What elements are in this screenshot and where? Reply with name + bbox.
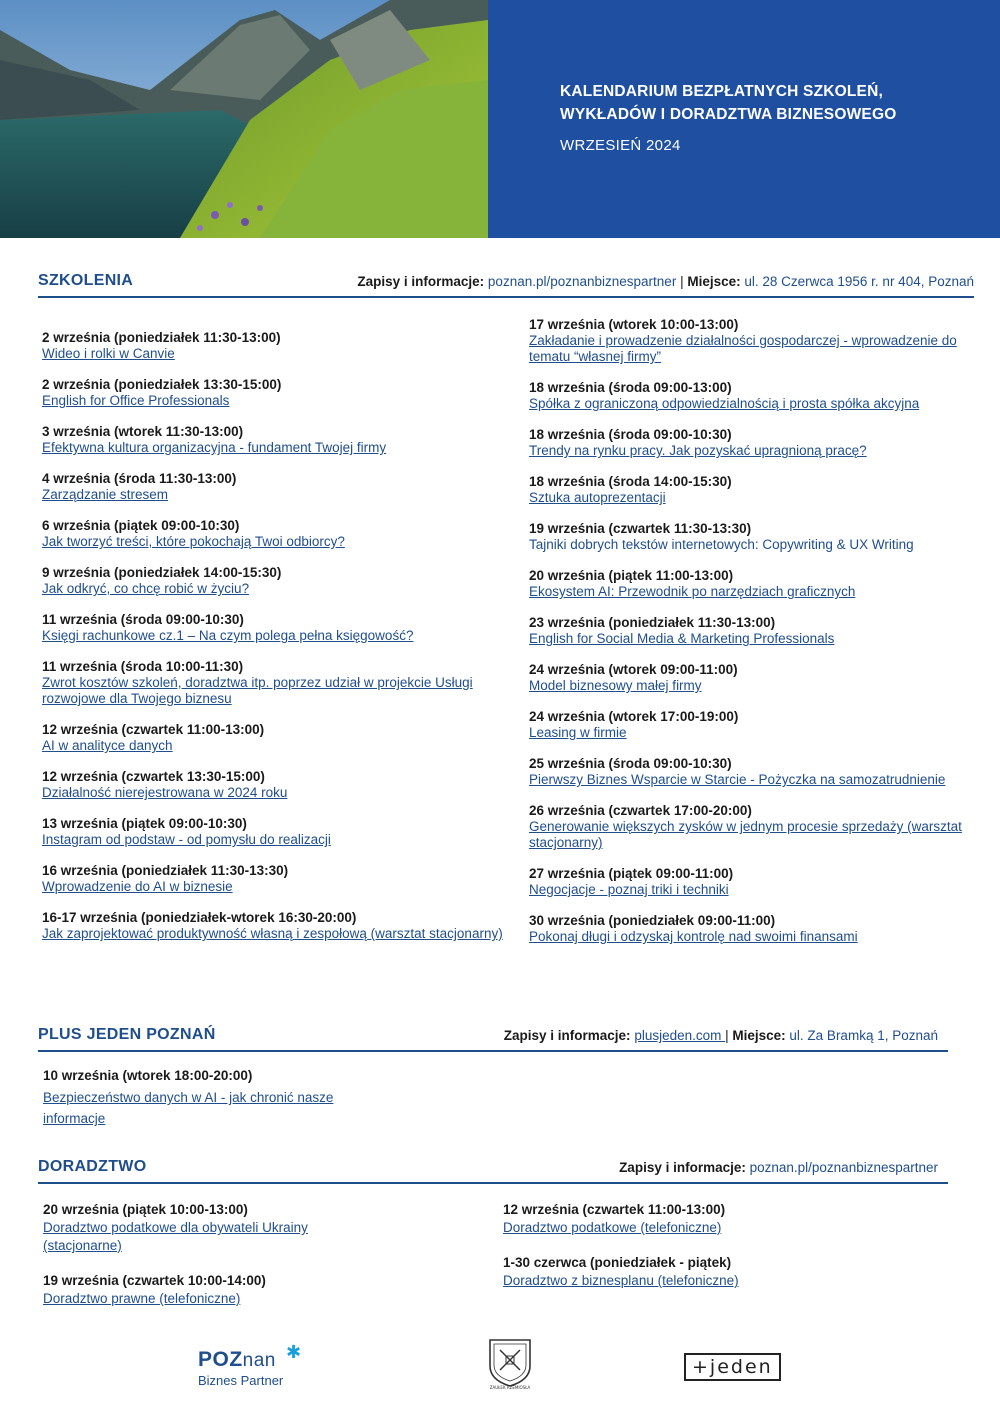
mountain-lake-photo	[0, 0, 488, 238]
event-item	[503, 1202, 833, 1237]
event-date: 11 września (środa 09:00-10:30)	[42, 612, 244, 627]
logo-subtitle: Biznes Partner	[198, 1373, 284, 1388]
event-date: 19 września (czwartek 10:00-14:00)	[43, 1273, 266, 1288]
event-title-link[interactable]: Wprowadzenie do AI w biznesie	[42, 879, 233, 894]
event-date: 25 września (środa 09:00-10:30)	[529, 756, 732, 771]
jeden-logo-text: +jeden	[684, 1353, 781, 1381]
event-item	[42, 471, 512, 503]
event-date: 19 września (czwartek 11:30-13:30)	[529, 521, 752, 536]
event-title-link[interactable]: English for Social Media & Marketing Professionals	[529, 631, 835, 646]
event-item	[529, 521, 974, 553]
doradztwo-right-column	[503, 1202, 833, 1308]
event-item	[529, 474, 974, 506]
poznan-biznes-partner-logo	[198, 1342, 308, 1388]
event-item	[43, 1273, 373, 1308]
event-date: 12 września (czwartek 13:30-15:00)	[42, 769, 265, 784]
event-item	[529, 568, 974, 600]
doradztwo-left-column	[43, 1202, 373, 1326]
page-month: WRZESIEŃ 2024	[560, 137, 681, 154]
event-item	[42, 769, 512, 801]
info-link[interactable]: poznan.pl/poznanbiznespartner	[745, 1160, 938, 1175]
event-date: 11 września (środa 10:00-11:30)	[42, 659, 244, 674]
plusjeden-header	[38, 1018, 948, 1052]
event-item	[529, 380, 974, 412]
event-date: 2 września (poniedziałek 11:30-13:00)	[42, 330, 281, 345]
doradztwo-header	[38, 1150, 948, 1184]
event-date: 10 września (wtorek 18:00-20:00)	[43, 1068, 253, 1083]
event-date: 18 września (środa 09:00-10:30)	[529, 427, 732, 442]
page-title-line1: KALENDARIUM BEZPŁATNYCH SZKOLEŃ,	[560, 83, 883, 100]
event-title-link[interactable]: Doradztwo podatkowe dla obywateli Ukrainy (stacjonarne)	[43, 1220, 308, 1253]
szkolenia-header	[38, 262, 974, 298]
header-banner	[0, 0, 1000, 238]
event-item	[42, 377, 512, 409]
event-title-link[interactable]: Pierwszy Biznes Wsparcie w Starcie - Pożyczka na samozatrudnienie	[529, 772, 946, 787]
event-date: 24 września (wtorek 09:00-11:00)	[529, 662, 738, 677]
event-title-link[interactable]: Negocjacje - poznaj triki i techniki	[529, 882, 729, 897]
event-item	[42, 659, 512, 707]
event-date: 30 września (poniedziałek 09:00-11:00)	[529, 913, 776, 928]
event-title-link[interactable]: Zarządzanie stresem	[42, 487, 169, 502]
separator: |	[676, 274, 688, 289]
zaulek-rzemiosla-logo	[484, 1336, 536, 1390]
event-item	[529, 662, 974, 694]
event-title-link[interactable]: Pokonaj długi i odzyskaj kontrolę nad swoimi finansami	[529, 929, 858, 944]
event-title-link[interactable]: Model biznesowy małej firmy	[529, 678, 702, 693]
event-item	[529, 427, 974, 459]
event-title-link[interactable]: AI w analityce danych	[42, 738, 173, 753]
szkolenia-right-column	[529, 317, 974, 960]
event-date: 9 września (poniedziałek 14:00-15:30)	[42, 565, 282, 580]
event-title-link[interactable]: Działalność nierejestrowana w 2024 roku	[42, 785, 288, 800]
event-date: 1-30 czerwca (poniedziałek - piątek)	[503, 1255, 732, 1270]
event-title-link[interactable]: Ekosystem AI: Przewodnik po narzędziach graficznych	[529, 584, 856, 599]
event-item	[42, 910, 512, 942]
event-date: 12 września (czwartek 11:00-13:00)	[42, 722, 265, 737]
event-item	[529, 615, 974, 647]
event-title-link[interactable]: Zakładanie i prowadzenie działalności gospodarczej - wprowadzenie do tematu “własnej firmy”	[529, 333, 957, 364]
info-link[interactable]: plusjeden.com	[634, 1028, 726, 1043]
event-title-link[interactable]: Efektywna kultura organizacyjna - fundament Twojej firmy	[42, 440, 387, 455]
event-item	[503, 1255, 833, 1290]
section-title-doradztwo: DORADZTWO	[38, 1158, 147, 1175]
szkolenia-info	[357, 274, 974, 289]
event-date: 18 września (środa 09:00-13:00)	[529, 380, 732, 395]
crest-text: ZAUŁEK RZEMIOSŁA	[489, 1385, 531, 1390]
event-title-link[interactable]: Spółka z ograniczoną odpowiedzialnością i prosta spółka akcyjna	[529, 396, 920, 411]
event-date: 17 września (wtorek 10:00-13:00)	[529, 317, 739, 332]
event-date: 24 września (wtorek 17:00-19:00)	[529, 709, 739, 724]
section-title-plusjeden: PLUS JEDEN POZNAŃ	[38, 1026, 216, 1043]
event-title-link[interactable]: Doradztwo z biznesplanu (telefoniczne)	[503, 1273, 739, 1288]
event-item	[529, 866, 974, 898]
event-date: 27 września (piątek 09:00-11:00)	[529, 866, 734, 881]
event-date: 26 września (czwartek 17:00-20:00)	[529, 803, 752, 818]
event-date: 3 września (wtorek 11:30-13:00)	[42, 424, 244, 439]
event-title-link[interactable]: Wideo i rolki w Canvie	[42, 346, 175, 361]
event-title-link[interactable]: Leasing w firmie	[529, 725, 627, 740]
event-title-link[interactable]: English for Office Professionals	[42, 393, 230, 408]
event-item	[42, 863, 512, 895]
info-link[interactable]: poznan.pl/poznanbiznespartner	[484, 274, 677, 289]
event-date: 4 września (środa 11:30-13:00)	[42, 471, 237, 486]
event-title-link[interactable]: Tajniki dobrych tekstów internetowych: Copywriting & UX Writing	[529, 537, 914, 552]
place-label: Miejsce:	[732, 1028, 786, 1043]
event-item	[43, 1068, 383, 1129]
event-item	[529, 709, 974, 741]
event-date: 23 września (poniedziałek 11:30-13:00)	[529, 615, 776, 630]
event-item	[42, 722, 512, 754]
event-item	[42, 424, 512, 456]
event-title-link[interactable]: Jak odkryć, co chcę robić w życiu?	[42, 581, 250, 596]
logo-text-tail: nan	[242, 1350, 276, 1371]
star-icon: ✱	[286, 1342, 302, 1362]
place-label: Miejsce:	[687, 274, 741, 289]
event-title-link[interactable]: Jak zaprojektować produktywność własną i zespołową (warsztat stacjonarny)	[42, 926, 503, 941]
event-item	[529, 913, 974, 945]
szkolenia-left-column	[42, 330, 512, 957]
event-title-link[interactable]: Doradztwo podatkowe (telefoniczne)	[503, 1220, 722, 1235]
event-date: 16-17 września (poniedziałek-wtorek 16:30-20:00)	[42, 910, 357, 925]
event-date: 16 września (poniedziałek 11:30-13:30)	[42, 863, 289, 878]
event-title-link[interactable]: Instagram od podstaw - od pomysłu do realizacji	[42, 832, 331, 847]
plusjeden-info	[504, 1028, 938, 1043]
event-title-link[interactable]: Bezpieczeństwo danych w AI - jak chronić nasze informacje	[43, 1090, 334, 1126]
event-item	[42, 330, 512, 362]
event-item	[42, 565, 512, 597]
event-date: 6 września (piątek 09:00-10:30)	[42, 518, 240, 533]
info-label: Zapisy i informacje:	[357, 274, 485, 289]
event-title-link[interactable]: Trendy na rynku pracy. Jak pozyskać upragnioną pracę?	[529, 443, 867, 458]
doradztwo-info	[619, 1160, 938, 1175]
event-title-link[interactable]: Doradztwo prawne (telefoniczne)	[43, 1291, 241, 1306]
event-date: 2 września (poniedziałek 13:30-15:00)	[42, 377, 282, 392]
event-title-link[interactable]: Jak tworzyć treści, które pokochają Twoi odbiorcy?	[42, 534, 345, 549]
event-title-link[interactable]: Generowanie większych zysków w jednym procesie sprzedaży (warsztat stacjonarny)	[529, 819, 962, 850]
event-item	[43, 1202, 373, 1255]
page-title-line2: WYKŁADÓW I DORADZTWA BIZNESOWEGO	[560, 106, 897, 123]
event-title-link[interactable]: Zwrot kosztów szkoleń, doradztwa itp. poprzez udział w projekcie Usługi rozwojowe dla Twojego biznesu	[42, 675, 473, 706]
event-title-link[interactable]: Sztuka autoprezentacji	[529, 490, 666, 505]
event-item	[529, 803, 974, 851]
info-label: Zapisy i informacje:	[619, 1160, 746, 1175]
place-value: ul. Za Bramką 1, Poznań	[785, 1028, 938, 1043]
event-item	[42, 816, 512, 848]
event-date: 18 września (środa 14:00-15:30)	[529, 474, 732, 489]
page-title	[560, 80, 896, 126]
event-item	[42, 612, 512, 644]
section-title-szkolenia: SZKOLENIA	[38, 272, 134, 289]
event-item	[42, 518, 512, 550]
plus-jeden-logo	[684, 1353, 781, 1381]
event-date: 12 września (czwartek 11:00-13:00)	[503, 1202, 726, 1217]
plusjeden-column	[43, 1068, 383, 1144]
event-date: 20 września (piątek 10:00-13:00)	[43, 1202, 248, 1217]
event-title-link[interactable]: Księgi rachunkowe cz.1 – Na czym polega pełna księgowość?	[42, 628, 414, 643]
crest-icon	[484, 1336, 536, 1390]
header-title-panel	[488, 0, 1000, 238]
separator: |	[725, 1028, 733, 1043]
event-date: 20 września (piątek 11:00-13:00)	[529, 568, 734, 583]
event-date: 13 września (piątek 09:00-10:30)	[42, 816, 247, 831]
event-item	[529, 317, 974, 365]
logo-text-main: POZ	[198, 1348, 243, 1371]
place-value: ul. 28 Czerwca 1956 r. nr 404, Poznań	[740, 274, 974, 289]
info-label: Zapisy i informacje:	[503, 1028, 631, 1043]
event-item	[529, 756, 974, 788]
